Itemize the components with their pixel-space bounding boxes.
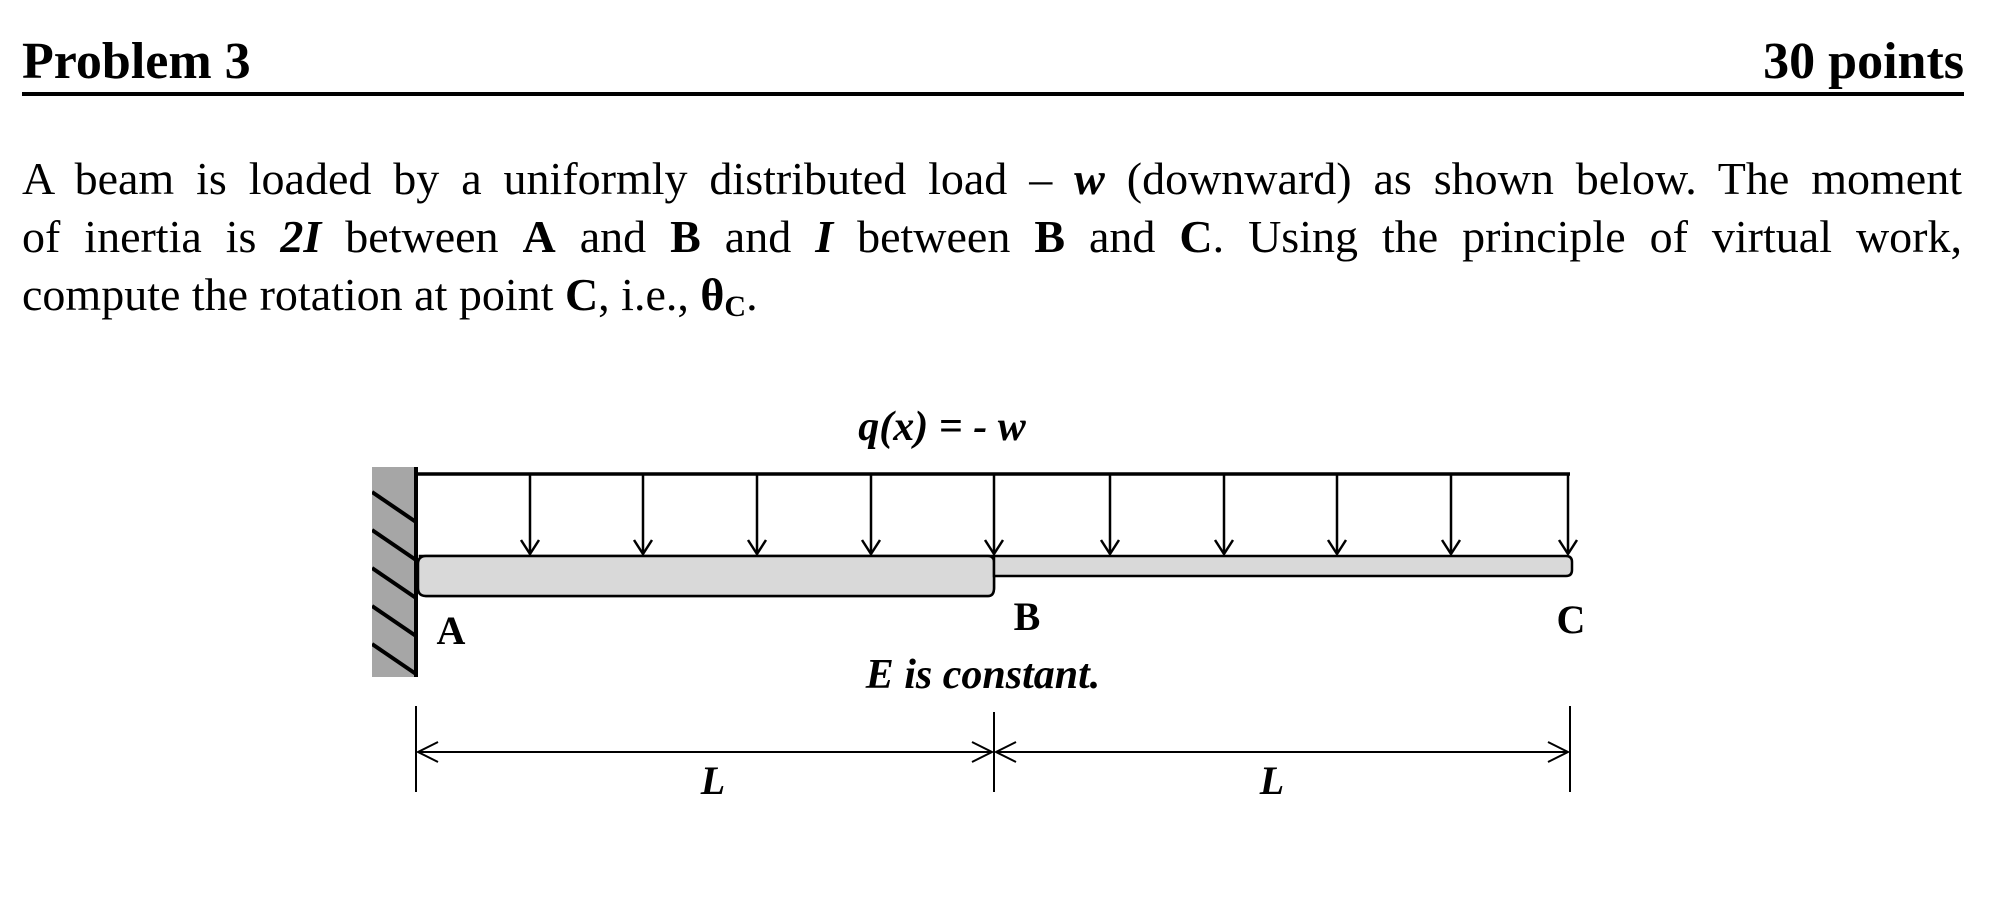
span-bc-label: L [1259,758,1285,803]
load-arrow [748,474,766,554]
text-fragment: between [833,211,1035,262]
problem-points: 30 points [1763,33,1964,90]
text-fragment: compute the rotation at point [22,269,565,320]
beam [418,556,1572,596]
load-label: q(x) = - w [858,404,1026,450]
text-fragment: , i.e., [598,269,701,320]
text-fragment: and [555,211,671,262]
load-arrow [985,474,1003,554]
problem-title: Problem 3 [22,33,251,90]
point-b-ref: B [670,211,701,262]
load-arrow [1328,474,1346,554]
load-arrow [1442,474,1460,554]
load-arrow [634,474,652,554]
point-c-label: C [1556,597,1586,642]
fixed-support [372,467,416,677]
text-fragment: A beam is loaded by a uniformly distributed load – [22,153,1075,204]
point-b-label: B [1013,594,1041,639]
dimension-lines [416,706,1570,792]
theta-subscript: C [724,290,747,323]
text-fragment: of inertia is [22,211,281,262]
text-fragment: . Using the principle of virtual work, [1212,211,1962,262]
text-fragment: and [1065,211,1180,262]
constant-e-note: E is constant. [865,652,1101,698]
beam-segment-ab-outline [418,556,994,596]
point-a-ref: A [522,211,556,262]
load-arrow [1559,474,1577,554]
load-arrow [862,474,880,554]
point-c-ref: C [1179,211,1213,262]
point-a-label: A [436,608,466,653]
load-arrow [521,474,539,554]
inertia-i-symbol: I [815,211,834,262]
theta-symbol: θ [700,269,725,320]
inertia-2i-symbol: 2I [280,211,322,262]
point-c-ref: C [564,269,599,320]
text-fragment: between [321,211,523,262]
distributed-load [416,474,1577,554]
text-fragment: (downward) as shown below. The moment [1104,153,1962,204]
load-arrow [1215,474,1233,554]
text-fragment: and [700,211,816,262]
span-ab-label: L [700,758,726,803]
point-b-ref: B [1034,211,1065,262]
load-symbol: w [1074,153,1105,204]
load-arrow [1101,474,1119,554]
text-fragment: . [746,269,758,320]
beam-segment-bc [994,556,1572,576]
